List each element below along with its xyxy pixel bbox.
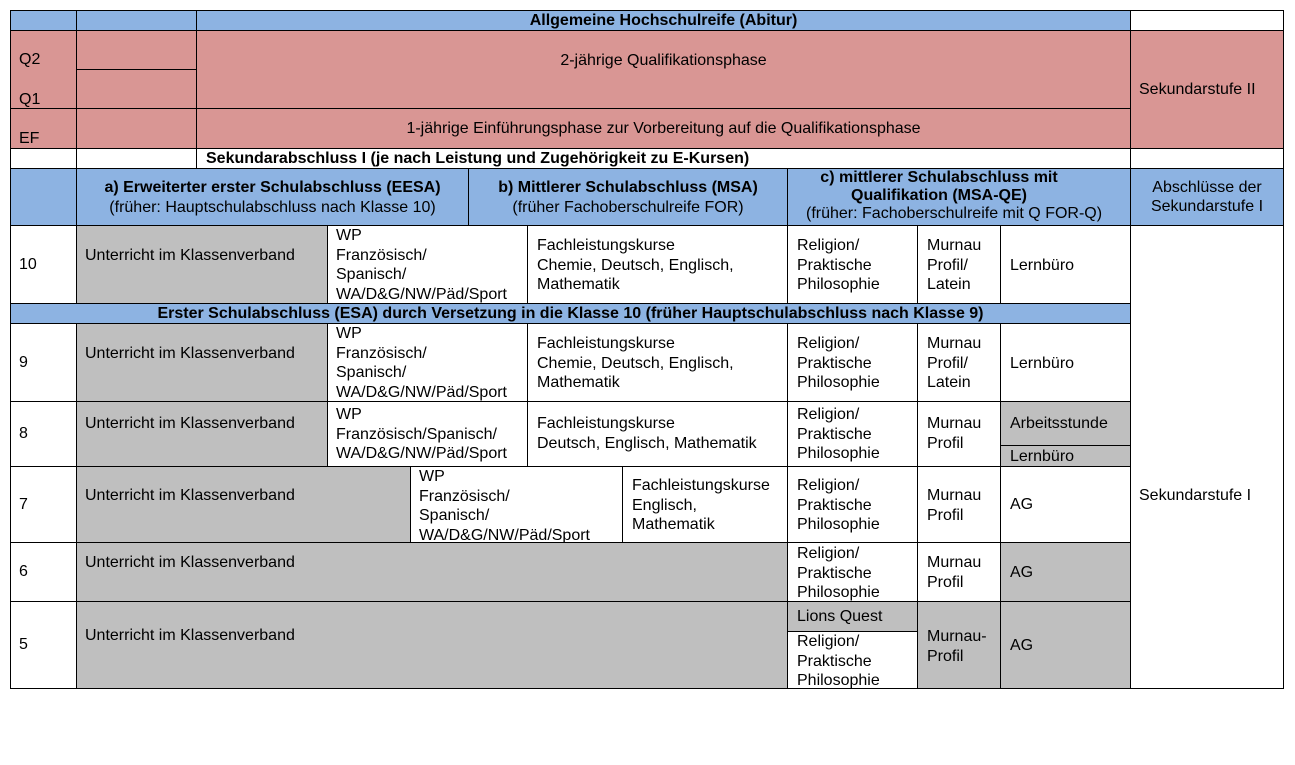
header-blank-cell bbox=[1130, 10, 1284, 31]
abschluss-msa-qe-cell bbox=[787, 168, 1131, 226]
grade-5-ag: AG bbox=[1000, 601, 1131, 689]
abitur-title: Allgemeine Hochschulreife (Abitur) bbox=[196, 10, 1131, 31]
msa-qe-subtitle: (früher: Fachoberschulreife mit Q FOR-Q) bbox=[806, 205, 1103, 222]
blank-cell bbox=[1130, 148, 1284, 169]
abschluesse-sek1-label: Abschlüsse der Sekundarstufe I bbox=[1130, 168, 1284, 226]
ef-label-cell bbox=[10, 108, 77, 149]
grade-8-lernbuero: Lernbüro bbox=[1000, 445, 1131, 467]
grade-10-label: 10 bbox=[10, 225, 77, 304]
grade-8-murnau: Murnau Profil bbox=[917, 401, 1001, 467]
label-q2: Q2 bbox=[19, 51, 41, 68]
grade-6-murnau: Murnau Profil bbox=[917, 542, 1001, 602]
grade-8-arbeitsstunde: Arbeitsstunde bbox=[1000, 401, 1131, 446]
grade-9-label: 9 bbox=[10, 323, 77, 402]
grade-9-murnau: Murnau Profil/ Latein bbox=[917, 323, 1001, 402]
grade-8-klassenverband: Unterricht im Klassenverband bbox=[76, 401, 328, 467]
grade-10-lernbuero: Lernbüro bbox=[1000, 225, 1131, 304]
grade-10-religion: Religion/ Praktische Philosophie bbox=[787, 225, 918, 304]
grade-7-ag: AG bbox=[1000, 466, 1131, 543]
q2-blank-cell bbox=[76, 30, 197, 70]
esa-banner: Erster Schulabschluss (ESA) durch Versetzung in die Klasse 10 (früher Hauptschulabschluss nach Klasse 9) bbox=[10, 303, 1131, 324]
grade-9-wp: WP Französisch/ Spanisch/ WA/D&G/NW/Päd/Sport bbox=[327, 323, 528, 402]
label-q1: Q1 bbox=[19, 91, 41, 108]
grade-8-wp: WP Französisch/Spanisch/ WA/D&G/NW/Päd/Sport bbox=[327, 401, 528, 467]
grade-6-label: 6 bbox=[10, 542, 77, 602]
grade-6-religion: Religion/ Praktische Philosophie bbox=[787, 542, 918, 602]
grade-10-murnau: Murnau Profil/ Latein bbox=[917, 225, 1001, 304]
header-blank-cell bbox=[76, 10, 197, 31]
grade-5-lions-quest: Lions Quest bbox=[787, 601, 918, 632]
msa-subtitle: (früher Fachoberschulreife FOR) bbox=[512, 198, 744, 216]
grade-5-label: 5 bbox=[10, 601, 77, 689]
grade-10-klassenverband: Unterricht im Klassenverband bbox=[76, 225, 328, 304]
sekundarstufe-2-cell: Sekundarstufe II bbox=[1130, 30, 1284, 149]
grade-8-religion: Religion/ Praktische Philosophie bbox=[787, 401, 918, 467]
grade-10-side-blank bbox=[1130, 225, 1284, 304]
grade-9-fachleistungskurse: Fachleistungskurse Chemie, Deutsch, Englisch, Mathematik bbox=[527, 323, 788, 402]
grade-9-klassenverband: Unterricht im Klassenverband bbox=[76, 323, 328, 402]
grade-7-murnau: Murnau Profil bbox=[917, 466, 1001, 543]
eesa-subtitle: (früher: Hauptschulabschluss nach Klasse 10) bbox=[109, 198, 436, 216]
label-ef: EF bbox=[19, 130, 40, 147]
grade-7-religion: Religion/ Praktische Philosophie bbox=[787, 466, 918, 543]
abschluss-blank-cell bbox=[10, 168, 77, 226]
grade-5-murnau: Murnau- Profil bbox=[917, 601, 1001, 689]
header-blank-cell bbox=[10, 10, 77, 31]
abschluss-msa-cell bbox=[468, 168, 788, 226]
grade-9-religion: Religion/ Praktische Philosophie bbox=[787, 323, 918, 402]
grade-6-klassenverband: Unterricht im Klassenverband bbox=[76, 542, 788, 602]
q1-blank-cell bbox=[76, 69, 197, 109]
ef-blank-cell bbox=[76, 108, 197, 149]
blank-cell bbox=[10, 148, 77, 169]
grade-5-religion: Religion/ Praktische Philosophie bbox=[787, 631, 918, 689]
msa-qe-title: c) mittlerer Schulabschluss mit Qualifikation (MSA-QE) bbox=[820, 169, 1058, 204]
eesa-title: a) Erweiterter erster Schulabschluss (EESA) bbox=[104, 179, 441, 196]
abschluss-eesa-cell bbox=[76, 168, 469, 226]
grade-8-fachleistungskurse: Fachleistungskurse Deutsch, Englisch, Mathematik bbox=[527, 401, 788, 467]
blank-cell bbox=[76, 148, 197, 169]
einfuehrungsphase-cell: 1-jährige Einführungsphase zur Vorbereitung auf die Qualifikationsphase bbox=[196, 108, 1131, 149]
qualifikationsphase-cell: 2-jährige Qualifikationsphase bbox=[196, 30, 1131, 109]
sekundarabschluss-1-title: Sekundarabschluss I (je nach Leistung und Zugehörigkeit zu E-Kursen) bbox=[196, 148, 1131, 169]
grade-8-label: 8 bbox=[10, 401, 77, 467]
grade-10-fachleistungskurse: Fachleistungskurse Chemie, Deutsch, Englisch, Mathematik bbox=[527, 225, 788, 304]
grade-5-klassenverband: Unterricht im Klassenverband bbox=[76, 601, 788, 689]
sekundarstufe-1-cell: Sekundarstufe I bbox=[1130, 303, 1284, 689]
grade-7-label: 7 bbox=[10, 466, 77, 543]
msa-title: b) Mittlerer Schulabschluss (MSA) bbox=[498, 179, 758, 196]
grade-7-klassenverband: Unterricht im Klassenverband bbox=[76, 466, 411, 543]
grade-9-lernbuero: Lernbüro bbox=[1000, 323, 1131, 402]
grade-7-wp: WP Französisch/ Spanisch/ WA/D&G/NW/Päd/Sport bbox=[410, 466, 623, 543]
q-labels-cell bbox=[10, 30, 77, 109]
grade-7-fachleistungskurse: Fachleistungskurse Englisch, Mathematik bbox=[622, 466, 788, 543]
grade-6-ag: AG bbox=[1000, 542, 1131, 602]
grade-10-wp: WP Französisch/ Spanisch/ WA/D&G/NW/Päd/Sport bbox=[327, 225, 528, 304]
